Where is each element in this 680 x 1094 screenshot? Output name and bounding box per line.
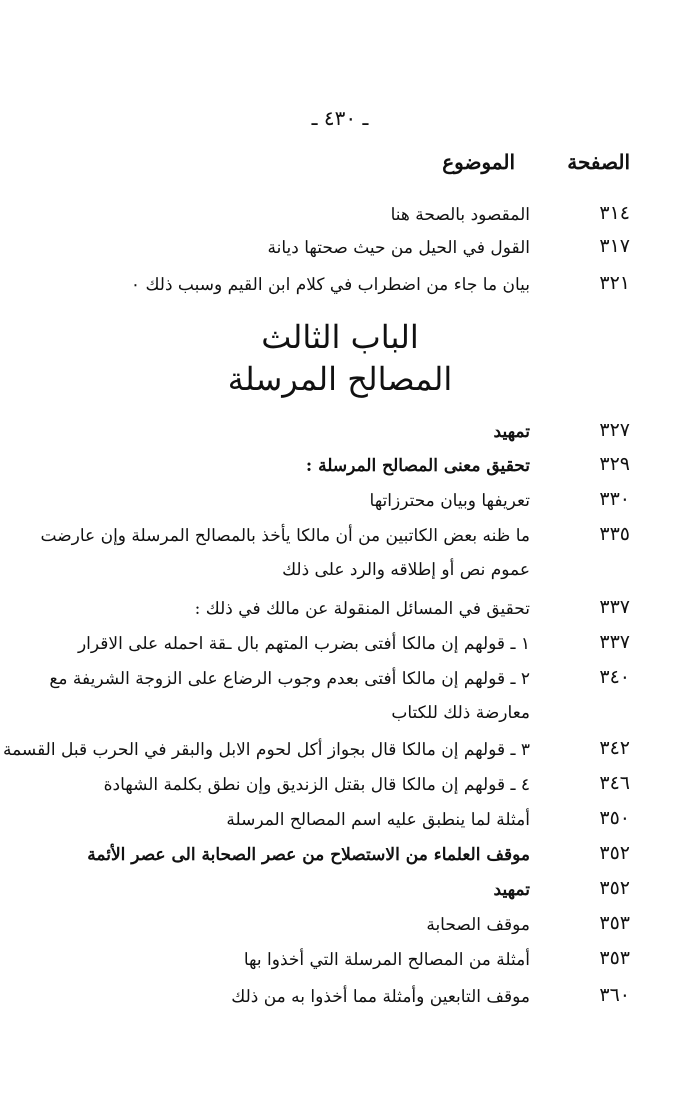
entry-page: ٣٢٧ xyxy=(599,419,630,441)
chapter-subtitle: المصالح المرسلة xyxy=(227,360,453,398)
entry-text: ٣ ـ قولهم إن مالكا قال بجواز أكل لحوم الابل والبقر في الحرب قبل القسمة xyxy=(2,740,530,760)
topic-column-header: الموضوع xyxy=(442,150,515,174)
entry-page: ٣٢٩ xyxy=(599,453,630,475)
entry-text: ١ ـ قولهم إن مالكا أفتى بضرب المتهم بال ـقة احمله على الاقرار xyxy=(77,634,530,654)
entry-text: ما ظنه بعض الكاتبين من أن مالكا يأخذ بالمصالح المرسلة وإن عارضت عموم نص أو إطلاقه والرد على ذلك xyxy=(40,526,530,580)
entry-text: تحقيق في المسائل المنقولة عن مالك في ذلك : xyxy=(194,599,530,619)
page-column-header: الصفحة xyxy=(567,150,630,174)
entry-text: القول في الحيل من حيث صحتها ديانة xyxy=(267,238,530,258)
entry-page: ٣٤٦ xyxy=(599,772,630,794)
entry-text: المقصود بالصحة هنا xyxy=(390,205,530,225)
entry-page: ٣١٧ xyxy=(599,235,630,257)
chapter-title: الباب الثالث xyxy=(261,318,419,356)
entry-text: موقف التابعين وأمثلة مما أخذوا به من ذلك xyxy=(231,987,530,1007)
entry-page: ٣٣٥ xyxy=(599,523,630,545)
entry-text: أمثلة لما ينطبق عليه اسم المصالح المرسلة xyxy=(226,810,530,830)
entry-text: تمهيد xyxy=(493,422,530,442)
entry-page: ٣٣٧ xyxy=(599,631,630,653)
entry-text: ٢ ـ قولهم إن مالكا أفتى بعدم وجوب الرضاع على الزوجة الشريفة مع معارضة ذلك للكتاب xyxy=(49,669,530,723)
entry-text: تحقيق معنى المصالح المرسلة : xyxy=(305,456,530,476)
entry-page: ٣٣٠ xyxy=(599,488,630,510)
entry-page: ٣٥٣ xyxy=(599,912,630,934)
entry-text: موقف العلماء من الاستصلاح من عصر الصحابة الى عصر الأئمة xyxy=(87,845,530,865)
entry-page: ٣٤٠ xyxy=(599,666,630,688)
entry-page: ٣٦٠ xyxy=(599,984,630,1006)
entry-page: ٣٣٧ xyxy=(599,596,630,618)
entry-page: ٣٤٢ xyxy=(599,737,630,759)
entry-text: تعريفها وبيان محترزاتها xyxy=(369,491,530,511)
entry-text: ٤ ـ قولهم إن مالكا قال بقتل الزنديق وإن نطق بكلمة الشهادة xyxy=(103,775,530,795)
entry-page: ٣٢١ xyxy=(599,272,630,294)
entry-page: ٣١٤ xyxy=(599,202,630,224)
entry-page: ٣٥٠ xyxy=(599,807,630,829)
entry-text: موقف الصحابة xyxy=(426,915,530,935)
entry-page: ٣٥٢ xyxy=(599,877,630,899)
entry-page: ٣٥٣ xyxy=(599,947,630,969)
entry-text: تمهيد xyxy=(493,880,530,900)
page-number: ـ ٤٣٠ ـ xyxy=(311,106,369,130)
entry-text: أمثلة من المصالح المرسلة التي أخذوا بها xyxy=(243,950,530,970)
entry-page: ٣٥٢ xyxy=(599,842,630,864)
entry-text: بيان ما جاء من اضطراب في كلام ابن القيم وسبب ذلك ٠ xyxy=(130,275,530,295)
